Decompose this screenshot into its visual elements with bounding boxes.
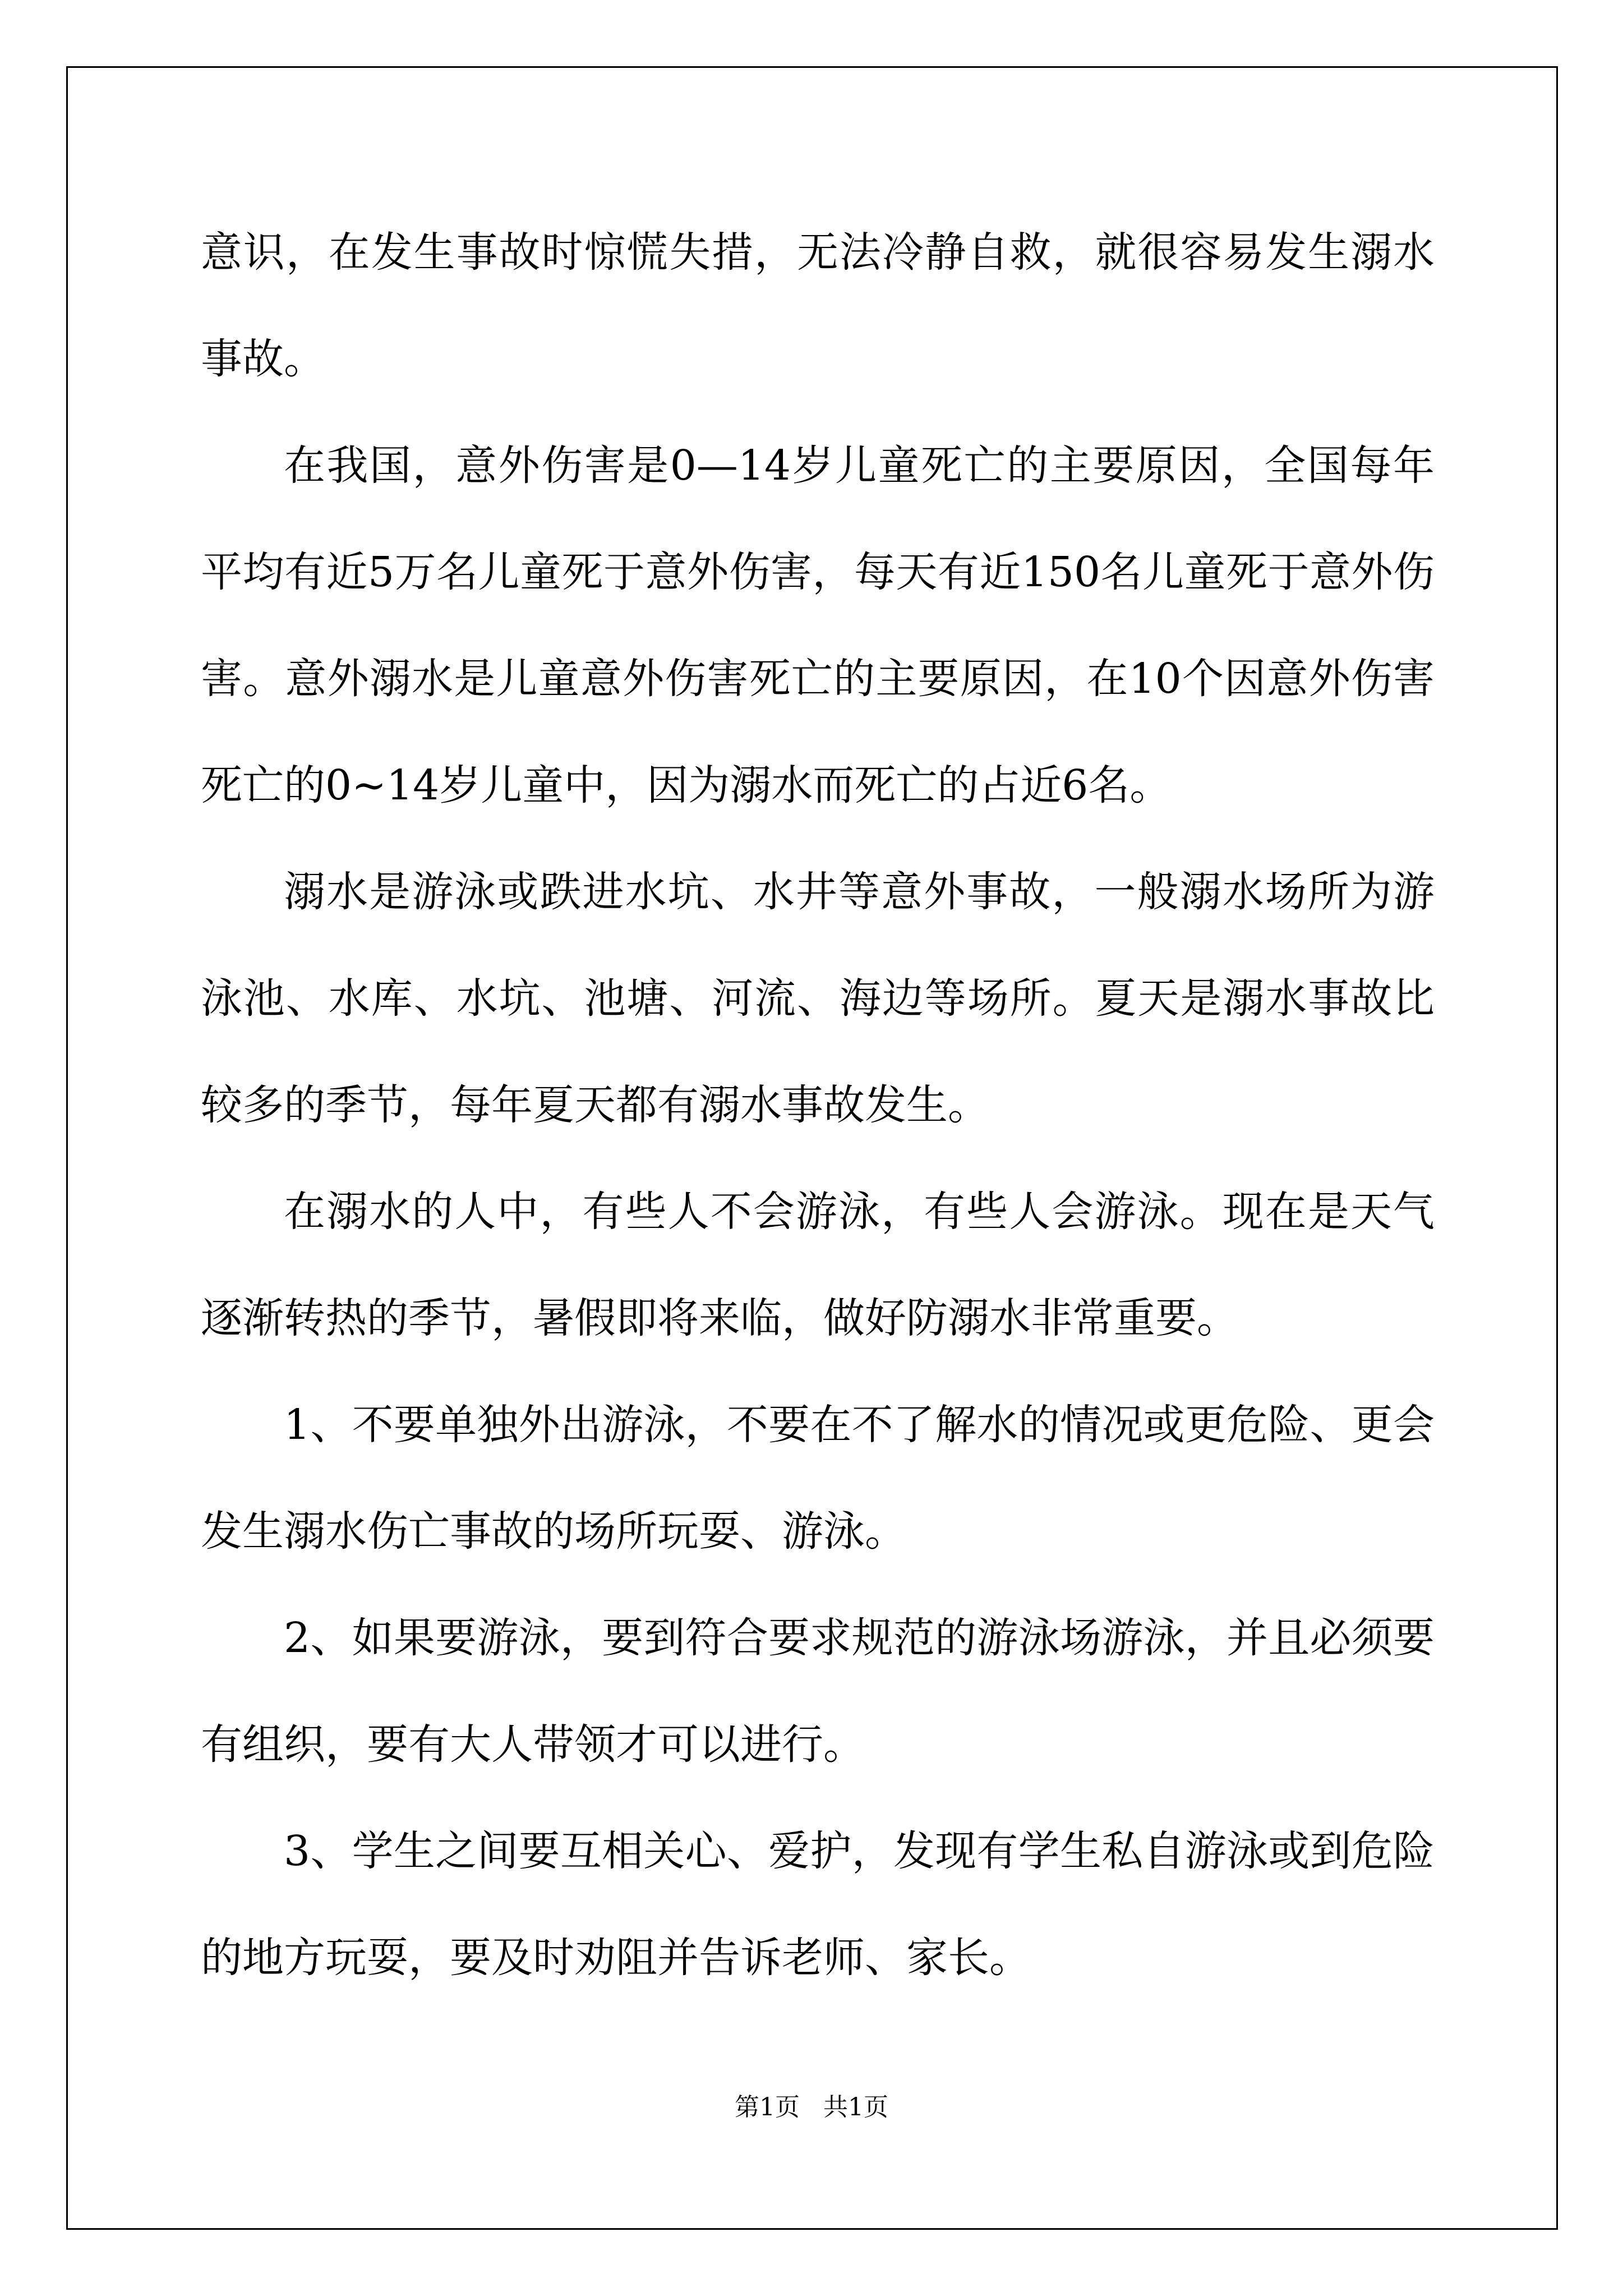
paragraph-2: 在我国，意外伤害是0—14岁儿童死亡的主要原因，全国每年平均有近5万名儿童死于意外伤害，每天有近150名儿童死于意外伤害。意外溺水是儿童意外伤害死亡的主要原因，在10个因意外伤害死亡的0~14岁儿童中，因为溺水而死亡的占近6名。	[201, 441, 1435, 809]
page-number: 第1页	[735, 2093, 800, 2122]
paragraph-6: 2、如果要游泳，要到符合要求规范的游泳场游泳，并且必须要有组织，要有大人带领才可以进行。	[201, 1614, 1435, 1769]
paragraph-7: 3、学生之间要互相关心、爱护，发现有学生私自游泳或到危险的地方玩耍，要及时劝阻并告诉老师、家长。	[201, 1827, 1435, 1982]
paragraph-1: 意识，在发生事故时惊慌失措，无法冷静自救，就很容易发生溺水事故。	[201, 228, 1435, 383]
page-footer	[0, 2087, 1623, 2123]
paragraph-3: 溺水是游泳或跌进水坑、水井等意外事故，一般溺水场所为游泳池、水库、水坑、池塘、河流、海边等场所。夏天是溺水事故比较多的季节，每年夏天都有溺水事故发生。	[201, 868, 1435, 1129]
page-total: 共1页	[823, 2093, 888, 2122]
paragraph-4: 在溺水的人中，有些人不会游泳，有些人会游泳。现在是天气逐渐转热的季节，暑假即将来临，做好防溺水非常重要。	[201, 1188, 1435, 1342]
paragraph-5: 1、不要单独外出游泳，不要在不了解水的情况或更危险、更会发生溺水伤亡事故的场所玩耍、游泳。	[201, 1401, 1435, 1556]
document-body	[201, 199, 1435, 2011]
